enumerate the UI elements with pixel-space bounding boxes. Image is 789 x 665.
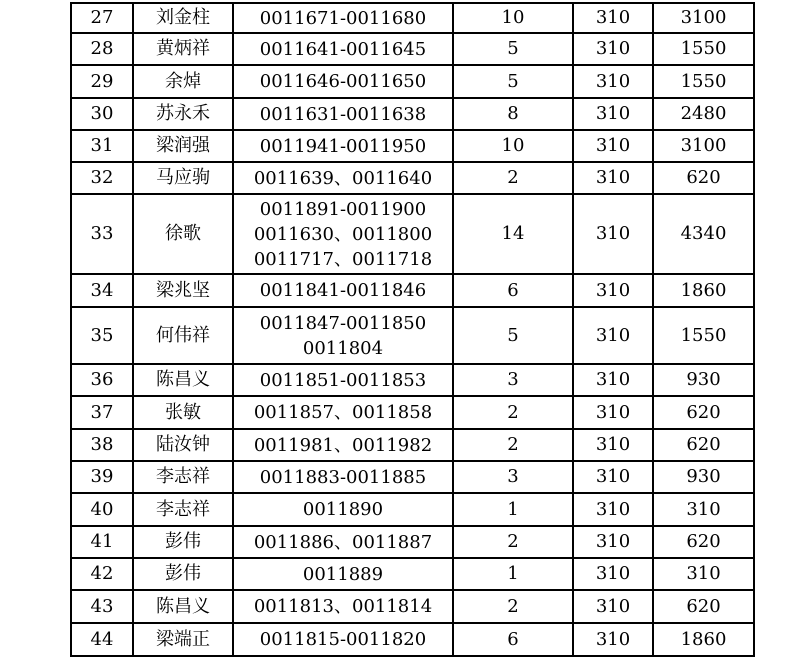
quantity-cell: 5 <box>453 307 573 364</box>
quantity-cell: 3 <box>453 461 573 493</box>
amount-cell: 310 <box>653 493 754 526</box>
row-number-cell: 31 <box>71 130 133 162</box>
name-cell: 彭伟 <box>133 558 233 590</box>
table-row <box>71 590 754 623</box>
amount-cell: 930 <box>653 364 754 396</box>
table-row <box>71 493 754 526</box>
name-cell: 余焯 <box>133 65 233 98</box>
quantity-cell: 6 <box>453 623 573 656</box>
code-range-cell <box>233 65 453 98</box>
amount-cell: 1860 <box>653 623 754 656</box>
name-cell: 黄炳祥 <box>133 33 233 65</box>
code-line: 0011717、0011718 <box>253 248 433 270</box>
row-number-cell: 28 <box>71 33 133 65</box>
amount-cell: 620 <box>653 526 754 558</box>
amount-cell: 310 <box>653 558 754 590</box>
code-line: 0011646-0011650 <box>259 71 427 92</box>
quantity-cell: 1 <box>453 558 573 590</box>
code-range-cell <box>233 558 453 590</box>
code-line: 0011857、0011858 <box>253 402 433 423</box>
code-range-cell <box>233 526 453 558</box>
row-number-cell: 38 <box>71 429 133 461</box>
table-row <box>71 623 754 656</box>
code-range-cell <box>233 623 453 656</box>
code-line: 0011804 <box>302 337 384 359</box>
unit-price-cell: 310 <box>573 429 653 461</box>
code-line: 0011889 <box>302 563 384 585</box>
table-body <box>71 3 754 656</box>
row-number-cell: 41 <box>71 526 133 558</box>
unit-price-cell: 310 <box>573 493 653 526</box>
amount-cell: 620 <box>653 162 754 194</box>
unit-price-cell: 310 <box>573 162 653 194</box>
amount-cell: 930 <box>653 461 754 493</box>
code-line: 0011639、0011640 <box>253 167 433 189</box>
code-range-cell <box>233 130 453 162</box>
quantity-cell: 1 <box>453 493 573 526</box>
name-cell: 何伟祥 <box>133 307 233 364</box>
code-line: 0011671-0011680 <box>259 7 427 29</box>
row-number-cell: 40 <box>71 493 133 526</box>
table-row <box>71 65 754 98</box>
code-range-cell <box>233 3 453 33</box>
table-row <box>71 274 754 307</box>
row-number-cell: 44 <box>71 623 133 656</box>
name-cell: 陈昌义 <box>133 590 233 623</box>
amount-cell: 620 <box>653 429 754 461</box>
quantity-cell: 2 <box>453 526 573 558</box>
code-line: 0011883-0011885 <box>259 466 427 488</box>
row-number-cell: 30 <box>71 98 133 130</box>
row-number-cell: 39 <box>71 461 133 493</box>
table-row <box>71 429 754 461</box>
code-range-cell <box>233 194 453 274</box>
name-cell: 张敏 <box>133 396 233 429</box>
code-range-cell <box>233 396 453 429</box>
amount-cell: 4340 <box>653 194 754 274</box>
code-range-cell <box>233 493 453 526</box>
quantity-cell: 8 <box>453 98 573 130</box>
table-row <box>71 461 754 493</box>
name-cell: 梁润强 <box>133 130 233 162</box>
unit-price-cell: 310 <box>573 98 653 130</box>
code-line: 0011981、0011982 <box>253 434 433 456</box>
row-number-cell: 29 <box>71 65 133 98</box>
quantity-cell: 5 <box>453 33 573 65</box>
quantity-cell: 2 <box>453 396 573 429</box>
code-range-cell <box>233 364 453 396</box>
unit-price-cell: 310 <box>573 364 653 396</box>
unit-price-cell: 310 <box>573 526 653 558</box>
quantity-cell: 10 <box>453 3 573 33</box>
table-row <box>71 396 754 429</box>
row-number-cell: 34 <box>71 274 133 307</box>
code-line: 0011941-0011950 <box>259 135 427 157</box>
row-number-cell: 33 <box>71 194 133 274</box>
unit-price-cell: 310 <box>573 461 653 493</box>
code-line: 0011847-0011850 <box>259 312 427 334</box>
code-range-cell <box>233 162 453 194</box>
row-number-cell: 43 <box>71 590 133 623</box>
quantity-cell: 3 <box>453 364 573 396</box>
unit-price-cell: 310 <box>573 623 653 656</box>
table-row <box>71 130 754 162</box>
unit-price-cell: 310 <box>573 396 653 429</box>
row-number-cell: 27 <box>71 3 133 33</box>
unit-price-cell: 310 <box>573 3 653 33</box>
table-row <box>71 162 754 194</box>
table-row <box>71 194 754 274</box>
name-cell: 李志祥 <box>133 461 233 493</box>
row-number-cell: 37 <box>71 396 133 429</box>
code-line: 0011851-0011853 <box>259 369 427 391</box>
table-row <box>71 33 754 65</box>
name-cell: 刘金柱 <box>133 3 233 33</box>
code-line: 0011890 <box>302 499 384 520</box>
quantity-cell: 2 <box>453 429 573 461</box>
unit-price-cell: 310 <box>573 590 653 623</box>
row-number-cell: 35 <box>71 307 133 364</box>
code-range-cell <box>233 98 453 130</box>
code-line: 0011886、0011887 <box>253 531 433 553</box>
name-cell: 彭伟 <box>133 526 233 558</box>
amount-cell: 3100 <box>653 3 754 33</box>
quantity-cell: 2 <box>453 590 573 623</box>
amount-cell: 1860 <box>653 274 754 307</box>
amount-cell: 1550 <box>653 65 754 98</box>
amount-cell: 3100 <box>653 130 754 162</box>
quantity-cell: 5 <box>453 65 573 98</box>
unit-price-cell: 310 <box>573 33 653 65</box>
code-range-cell <box>233 429 453 461</box>
name-cell: 梁端正 <box>133 623 233 656</box>
table-row <box>71 3 754 33</box>
amount-cell: 1550 <box>653 307 754 364</box>
row-number-cell: 32 <box>71 162 133 194</box>
quantity-cell: 10 <box>453 130 573 162</box>
code-range-cell <box>233 461 453 493</box>
name-cell: 梁兆坚 <box>133 274 233 307</box>
unit-price-cell: 310 <box>573 130 653 162</box>
quantity-cell: 2 <box>453 162 573 194</box>
unit-price-cell: 310 <box>573 274 653 307</box>
table-row <box>71 558 754 590</box>
table-row <box>71 526 754 558</box>
name-cell: 马应驹 <box>133 162 233 194</box>
amount-cell: 1550 <box>653 33 754 65</box>
code-range-cell <box>233 307 453 364</box>
code-line: 0011631-0011638 <box>259 103 427 125</box>
quantity-cell: 14 <box>453 194 573 274</box>
name-cell: 李志祥 <box>133 493 233 526</box>
code-line: 0011641-0011645 <box>259 38 427 60</box>
name-cell: 徐歌 <box>133 194 233 274</box>
amount-cell: 620 <box>653 396 754 429</box>
code-line: 0011891-0011900 <box>259 198 427 220</box>
amount-cell: 620 <box>653 590 754 623</box>
name-cell: 陈昌义 <box>133 364 233 396</box>
quantity-cell: 6 <box>453 274 573 307</box>
data-table <box>70 2 755 657</box>
row-number-cell: 42 <box>71 558 133 590</box>
unit-price-cell: 310 <box>573 194 653 274</box>
code-line: 0011841-0011846 <box>259 280 427 301</box>
table-row <box>71 307 754 364</box>
name-cell: 陆汝钟 <box>133 429 233 461</box>
unit-price-cell: 310 <box>573 558 653 590</box>
unit-price-cell: 310 <box>573 307 653 364</box>
code-range-cell <box>233 590 453 623</box>
row-number-cell: 36 <box>71 364 133 396</box>
table-row <box>71 98 754 130</box>
code-range-cell <box>233 33 453 65</box>
code-line: 0011815-0011820 <box>259 629 427 650</box>
amount-cell: 2480 <box>653 98 754 130</box>
unit-price-cell: 310 <box>573 65 653 98</box>
table-row <box>71 364 754 396</box>
code-line: 0011630、0011800 <box>253 223 433 245</box>
code-range-cell <box>233 274 453 307</box>
name-cell: 苏永禾 <box>133 98 233 130</box>
code-line: 0011813、0011814 <box>253 596 433 617</box>
